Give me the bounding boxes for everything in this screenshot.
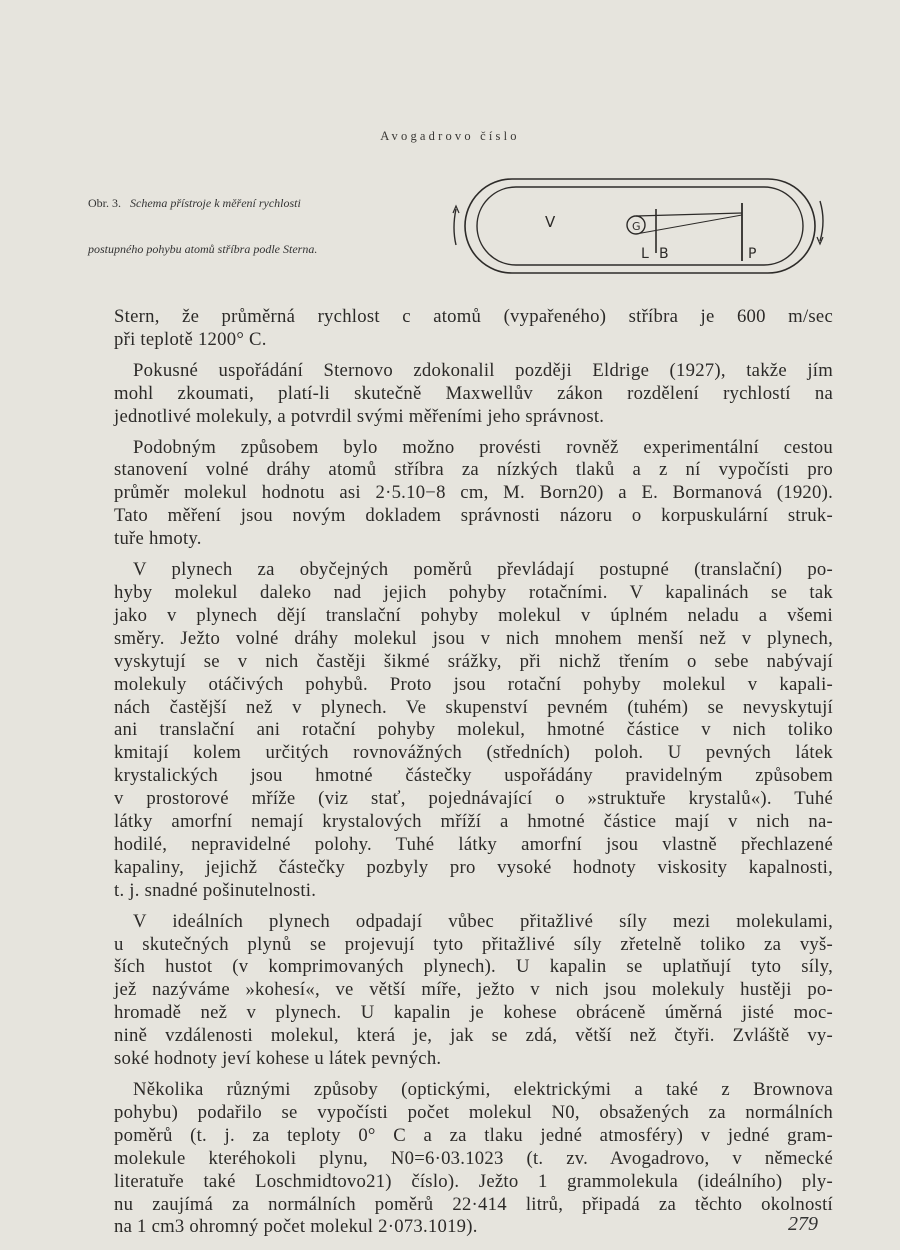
text-line: jako v plynech dějí translační pohyby molekul v úplném neladu a všemi (114, 604, 833, 626)
text-line: ších hustot (v komprimovaných plynech). U kapalin se uplatňují tyto síly, (114, 956, 833, 978)
paragraph (114, 306, 833, 352)
text-line: Podobným způsobem bylo možno provésti rovněž experimentální cestou (133, 436, 833, 458)
text-line: V ideálních plynech odpadají vůbec přitažlivé síly mezi molekulami, (133, 910, 833, 932)
label-g: G (632, 220, 641, 233)
text-line: V plynech za obyčejných poměrů převládají postupné (translační) po- (133, 559, 833, 581)
text-line: literatuře také Loschmidtovo21) číslo). Ježto 1 grammolekula (ideálního) ply- (114, 1170, 833, 1192)
atom-beam-lower (636, 215, 742, 234)
text-line: tuře hmoty. (114, 528, 202, 550)
text-line: nách častější než v plynech. Ve skupenství pevném (tuhém) se nevyskytují (114, 696, 833, 718)
text-line: u skutečných plynů se projevují tyto přitažlivé síly zřetelně toliko za vyš- (114, 933, 833, 955)
text-line: při teplotě 1200° C. (114, 328, 267, 350)
label-p: P (748, 246, 757, 262)
rotation-arrow-left (454, 209, 456, 245)
caption-text-1: Schema přístroje k měření rychlosti (130, 196, 301, 210)
text-line: průměr molekul hodnotu asi 2·5.10−8 cm, M. Born20) a E. Bormanová (1920). (114, 482, 833, 504)
paragraph (114, 559, 833, 903)
text-line: nině vzdálenosti molekul, která je, jak se zdá, větší než čtyři. Zvláště vy- (114, 1025, 833, 1047)
running-header: Avogadrovo číslo (380, 129, 520, 143)
text-line: poměrů (t. j. za teploty 0° C a za tlaku jedné atmosféry) v jedné gram- (114, 1124, 833, 1146)
paragraph (114, 911, 833, 1071)
label-v: V (545, 213, 556, 231)
text-line: vyskytují se v nich častěji šikmé srážky, při nichž třením o sebe nabývají (114, 650, 833, 672)
text-line: hodilé, nepravidelné polohy. Tuhé látky amorfní jsou vlastně přechlazené (114, 833, 833, 855)
text-line: směry. Ježto volné dráhy molekul jsou v nich mnohem menší než v plynech, (114, 627, 833, 649)
text-line: jež nazýváme »kohesí«, ve větší míře, ježto v nich jsou molekuly hustěji po- (114, 979, 833, 1001)
text-line: nu zaujímá za normálních poměrů 22·414 litrů, připadá za těchto okolností (114, 1193, 833, 1215)
text-line: kmitají kolem určitých rovnovážných (středních) poloh. U pevných látek (114, 742, 833, 764)
text-line: ani translační ani rotační pohyby molekul, hmotné částice v nich toliko (114, 719, 833, 741)
text-line: Pokusné uspořádání Sternovo zdokonalil později Eldrige (1927), takže jím (133, 359, 833, 381)
text-line: jednotlivé molekuly, a potvrdil svými měřeními jeho správnost. (114, 405, 605, 427)
text-line: hyby molekul daleko nad jejich pohyby rotačními. V kapalinách se tak (114, 581, 833, 603)
text-line: Několika různými způsoby (optickými, elektrickými a také z Brownova (133, 1079, 833, 1100)
apparatus-svg (450, 173, 830, 278)
text-line: Tato měření jsou novým dokladem správnosti názoru o korpuskulární struk- (114, 505, 833, 527)
atom-beam-upper (636, 213, 742, 216)
paragraph (114, 1079, 833, 1239)
paragraph (114, 437, 833, 552)
text-line: pohybu) podařilo se vypočísti počet molekul N0, obsažených za normálních (114, 1101, 833, 1123)
caption-line-2: postupného pohybu atomů stříbra podle Sterna. (88, 242, 318, 256)
text-line: krystalických jsou hmotné částečky uspořádány pravidelným způsobem (114, 765, 833, 787)
text-line: hromadě než v plynech. U kapalin je kohese obráceně úměrná jisté moc- (114, 1002, 833, 1024)
text-line: soké hodnoty jeví kohese u látek pevných. (114, 1048, 442, 1070)
body-text (114, 306, 833, 1239)
label-l: L (641, 246, 649, 262)
paragraph (114, 360, 833, 429)
text-line: stanovení volné dráhy atomů stříbra za nízkých tlaků a z ní vypočísti pro (114, 459, 833, 481)
text-line: kapaliny, jejichž částečky pozbyly pro vysoké hodnoty viskosity kapalnosti, (114, 856, 833, 878)
text-line: v prostorové mříže (viz stať, pojednávající o »struktuře krystalů«). Tuhé (114, 788, 833, 810)
text-line: na 1 cm3 ohromný počet molekul 2·073.1019). (114, 1216, 478, 1238)
caption-lead: Obr. 3. (88, 196, 121, 210)
rotation-arrow-right (820, 201, 823, 241)
label-b: B (659, 246, 669, 262)
page-number: 279 (788, 1213, 818, 1235)
figure-caption (88, 180, 448, 272)
text-line: t. j. snadné pošinutelnosti. (114, 879, 317, 901)
caption-line-1 (88, 180, 448, 226)
text-line: Stern, že průměrná rychlost c atomů (vypařeného) stříbra je 600 m/sec (114, 306, 833, 327)
text-line: látky amorfní nemají krystalových mříží a hmotné částice mají v nich na- (114, 811, 833, 833)
text-line: molekule kteréhokoli plynu, N0=6·03.1023 (t. zv. Avogadrovo, v německé (114, 1147, 833, 1169)
text-line: mohl zkoumati, platí-li skutečně Maxwellův zákon rozdělení rychlostí na (114, 382, 833, 404)
text-line: molekuly otáčivých pohybů. Proto jsou rotační pohyby molekul v kapali- (114, 673, 833, 695)
sterns-apparatus-diagram (450, 173, 830, 278)
